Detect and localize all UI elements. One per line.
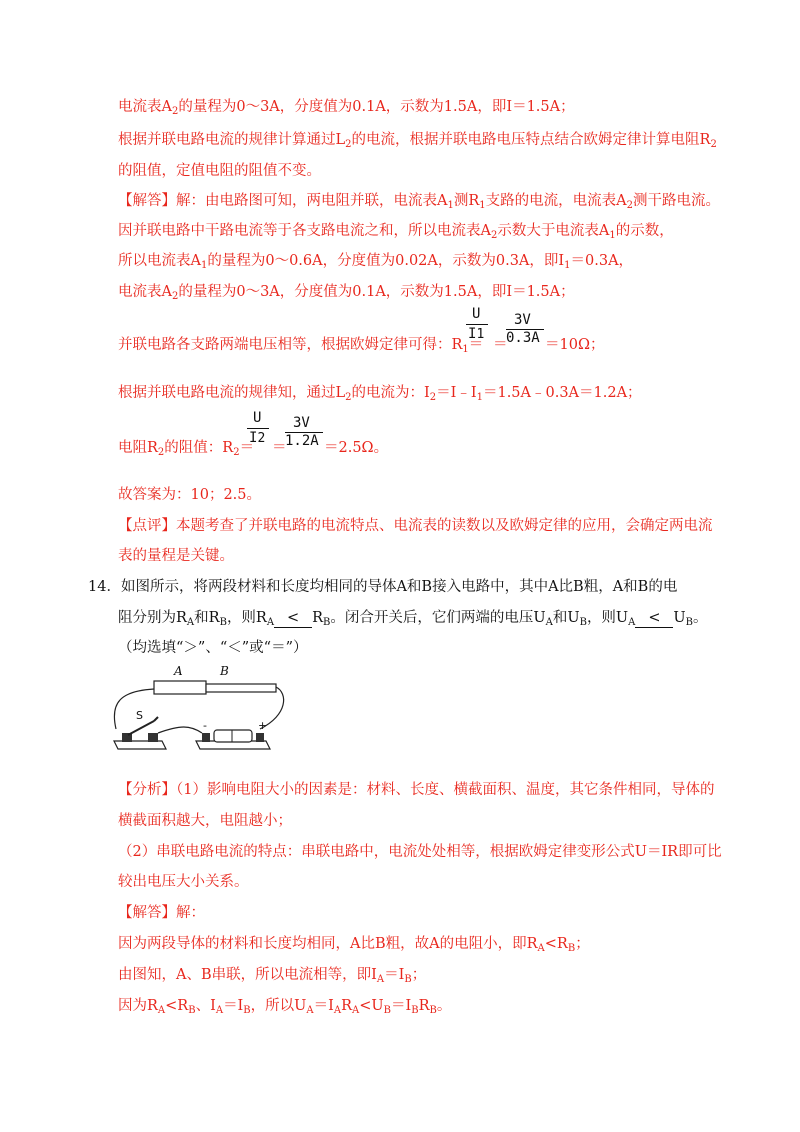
line-parallel-current-sum: 因并联电路中干路电流等于各支路电流之和，所以电流表$A_2$示数大于电流表$A_1$的示数， <box>118 223 674 241</box>
analysis-line-4: 较出电压大小关系。 <box>118 874 249 890</box>
r1-result: ＝10Ω； <box>545 337 605 353</box>
answer-blank-2: < <box>635 609 673 628</box>
circuit-figure <box>110 663 290 755</box>
minus-sign: - <box>203 719 207 732</box>
line-comment: 【点评】本题考查了并联电路的电流特点、电流表的读数以及欧姆定律的应用，会确定两电流 <box>118 518 713 534</box>
line-comment-end: 表的量程是关键。 <box>118 548 234 564</box>
label-a: A <box>174 664 183 678</box>
solution-line-1: 因为两段导体的材料和长度均相同，A比B粗，故A的电阻小，即$R_A<R_B$； <box>118 936 590 954</box>
line-solution-start: 【解答】解：由电路图可知，两电阻并联，电流表$A_1$测$R_1$支路的电流，电流表$A_2$测干路电流。 <box>118 193 721 211</box>
line-r2-formula: 电阻$R_2$的阻值：$R_2=$ <box>118 440 255 458</box>
r2-result: ＝2.5Ω。 <box>324 440 389 456</box>
equals-sign: ＝ <box>493 337 508 353</box>
question-14-blanks: 阻分别为$R_A$和$R_B$，则$R_A < R_B$。闭合开关后，它们两端的电压$U_A$和$U_B$，则$U_A < U_B$。 <box>118 610 708 628</box>
line-r1-formula: 并联电路各支路两端电压相等，根据欧姆定律可得：$R_1=$ <box>118 337 484 355</box>
question-14-instructions: （均选填“＞”、“＜”或“＝”） <box>118 640 308 656</box>
label-s: S <box>136 709 143 722</box>
analysis-line-2: 横截面积越大，电阻越小； <box>118 813 292 829</box>
equals-sign-2: ＝ <box>272 440 287 456</box>
answer-blank-1: < <box>274 609 312 628</box>
line-ammeter-a1-range: 所以电流表$A_1$的量程为0～0.6A，分度值为0.02A，示数为0.3A，即$I_1=0.3A$， <box>118 253 634 271</box>
solution-heading: 【解答】解： <box>118 905 205 921</box>
line-resistance-unchanged: 的阻值，定值电阻的阻值不变。 <box>118 163 321 179</box>
solution-line-3: 因为$R_A<R_B$、$I_A=I_B$，所以$U_A=I_AR_A<U_B=I_BR_B$。 <box>118 998 452 1016</box>
line-i2-calc: 根据并联电路电流的规律知，通过$L_2$的电流为：$I_2=I﹣I_1=1.5A﹣0.3A=1.2A$； <box>118 385 642 403</box>
line-answer: 故答案为：10；2.5。 <box>118 487 262 503</box>
analysis-line-3: （2）串联电路电流的特点：串联电路中，电流处处相等，根据欧姆定律变形公式U＝IR即可比 <box>118 844 722 860</box>
analysis-line-1: 【分析】（1）影响电阻大小的因素是：材料、长度、横截面积、温度，其它条件相同，导体的 <box>118 782 715 798</box>
plus-sign: + <box>258 719 268 732</box>
line-analysis-l2-current: 根据并联电路电流的规律计算通过$L_2$的电流，根据并联电路电压特点结合欧姆定律计算电阻$R_2$ <box>118 132 717 150</box>
line-ammeter-a2-range: 电流表$A_2$的量程为0～3A，分度值为0.1A，示数为1.5A，即I＝1.5A； <box>118 99 575 117</box>
solution-line-2: 由图知，A、B串联，所以电流相等，即$I_A=I_B$； <box>118 967 427 985</box>
question-14-text: 14．如图所示，将两段材料和长度均相同的导体A和B接入电路中，其中A比B粗，A和B的电 <box>88 579 678 595</box>
label-b: B <box>220 664 229 678</box>
line-ammeter-a2-range-2: 电流表$A_2$的量程为0～3A，分度值为0.1A，示数为1.5A，即I＝1.5A； <box>118 284 575 302</box>
